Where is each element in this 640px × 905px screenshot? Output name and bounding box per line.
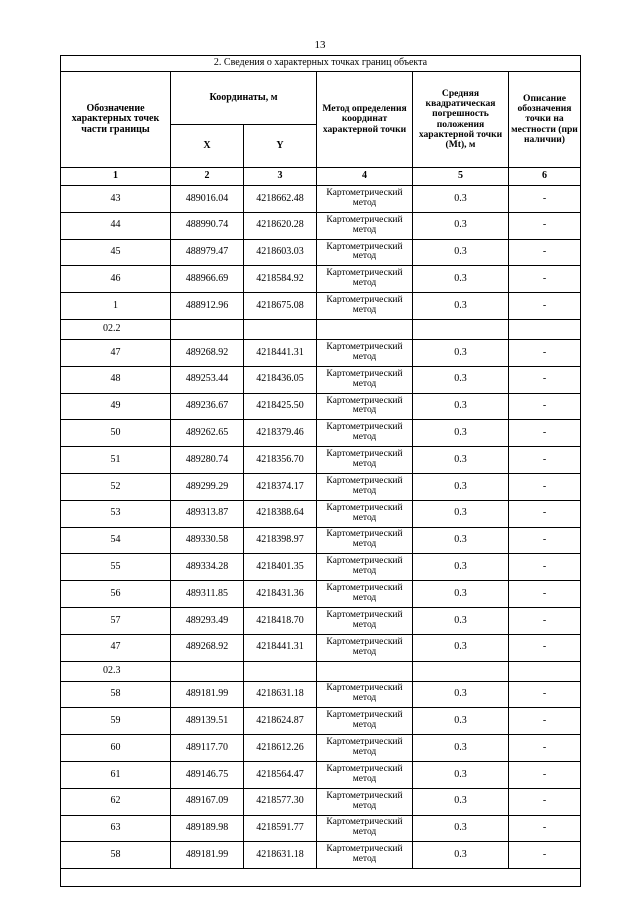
x-coordinate-cell: 488979.47 bbox=[171, 239, 244, 266]
point-number-cell: 60 bbox=[61, 735, 171, 762]
x-coordinate-cell: 489181.99 bbox=[171, 842, 244, 869]
table-row bbox=[61, 447, 581, 474]
x-coordinate-cell: 489299.29 bbox=[171, 473, 244, 500]
y-coordinate-cell: 4218441.31 bbox=[244, 339, 317, 366]
method-cell: Картометрический метод bbox=[317, 393, 413, 420]
column-number: 2 bbox=[171, 168, 244, 186]
empty-cell bbox=[317, 661, 413, 681]
x-coordinate-cell: 489253.44 bbox=[171, 366, 244, 393]
header-x: X bbox=[171, 125, 244, 168]
y-coordinate-cell: 4218631.18 bbox=[244, 842, 317, 869]
point-number-cell: 56 bbox=[61, 581, 171, 608]
method-cell: Картометрический метод bbox=[317, 681, 413, 708]
method-cell: Картометрический метод bbox=[317, 815, 413, 842]
y-coordinate-cell: 4218631.18 bbox=[244, 681, 317, 708]
table-row bbox=[61, 634, 581, 661]
column-number: 5 bbox=[413, 168, 509, 186]
section-row bbox=[61, 319, 581, 339]
table-row bbox=[61, 293, 581, 320]
y-coordinate-cell: 4218379.46 bbox=[244, 420, 317, 447]
table-row bbox=[61, 420, 581, 447]
method-cell: Картометрический метод bbox=[317, 581, 413, 608]
column-number: 6 bbox=[509, 168, 581, 186]
table-row bbox=[61, 761, 581, 788]
error-cell: 0.3 bbox=[413, 447, 509, 474]
y-coordinate-cell: 4218624.87 bbox=[244, 708, 317, 735]
method-cell: Картометрический метод bbox=[317, 842, 413, 869]
y-coordinate-cell: 4218620.28 bbox=[244, 212, 317, 239]
table-row bbox=[61, 842, 581, 869]
description-cell: - bbox=[509, 239, 581, 266]
table-row bbox=[61, 735, 581, 762]
boundary-points-table bbox=[60, 55, 581, 887]
description-cell: - bbox=[509, 607, 581, 634]
description-cell: - bbox=[509, 266, 581, 293]
method-cell: Картометрический метод bbox=[317, 366, 413, 393]
table-title: 2. Сведения о характерных точках границ объекта bbox=[61, 56, 581, 72]
table-row bbox=[61, 366, 581, 393]
error-cell: 0.3 bbox=[413, 339, 509, 366]
page-number: 13 bbox=[314, 39, 326, 51]
y-coordinate-cell: 4218591.77 bbox=[244, 815, 317, 842]
method-cell: Картометрический метод bbox=[317, 293, 413, 320]
point-number-cell: 47 bbox=[61, 339, 171, 366]
x-coordinate-cell: 489330.58 bbox=[171, 527, 244, 554]
description-cell: - bbox=[509, 788, 581, 815]
y-coordinate-cell: 4218388.64 bbox=[244, 500, 317, 527]
y-coordinate-cell: 4218436.05 bbox=[244, 366, 317, 393]
header-y: Y bbox=[244, 125, 317, 168]
x-coordinate-cell: 489181.99 bbox=[171, 681, 244, 708]
description-cell: - bbox=[509, 527, 581, 554]
error-cell: 0.3 bbox=[413, 842, 509, 869]
method-cell: Картометрический метод bbox=[317, 473, 413, 500]
y-coordinate-cell: 4218431.36 bbox=[244, 581, 317, 608]
description-cell: - bbox=[509, 339, 581, 366]
description-cell: - bbox=[509, 681, 581, 708]
x-coordinate-cell: 489334.28 bbox=[171, 554, 244, 581]
error-cell: 0.3 bbox=[413, 239, 509, 266]
empty-cell bbox=[509, 319, 581, 339]
point-number-cell: 62 bbox=[61, 788, 171, 815]
error-cell: 0.3 bbox=[413, 266, 509, 293]
y-coordinate-cell: 4218356.70 bbox=[244, 447, 317, 474]
y-coordinate-cell: 4218584.92 bbox=[244, 266, 317, 293]
header-coordinates: Координаты, м bbox=[171, 72, 317, 125]
description-cell: - bbox=[509, 708, 581, 735]
y-coordinate-cell: 4218564.47 bbox=[244, 761, 317, 788]
x-coordinate-cell: 488990.74 bbox=[171, 212, 244, 239]
error-cell: 0.3 bbox=[413, 500, 509, 527]
x-coordinate-cell: 489236.67 bbox=[171, 393, 244, 420]
error-cell: 0.3 bbox=[413, 581, 509, 608]
x-coordinate-cell: 489189.98 bbox=[171, 815, 244, 842]
y-coordinate-cell: 4218577.30 bbox=[244, 788, 317, 815]
column-number: 3 bbox=[244, 168, 317, 186]
error-cell: 0.3 bbox=[413, 393, 509, 420]
description-cell: - bbox=[509, 447, 581, 474]
x-coordinate-cell: 489016.04 bbox=[171, 186, 244, 213]
y-coordinate-cell: 4218662.48 bbox=[244, 186, 317, 213]
point-number-cell: 55 bbox=[61, 554, 171, 581]
y-coordinate-cell: 4218418.70 bbox=[244, 607, 317, 634]
table-row bbox=[61, 527, 581, 554]
header-error: Средняя квадратическая погрешность положения характерной точки (Mt), м bbox=[413, 72, 509, 168]
empty-cell bbox=[171, 661, 244, 681]
method-cell: Картометрический метод bbox=[317, 500, 413, 527]
table-row bbox=[61, 681, 581, 708]
y-coordinate-cell: 4218425.50 bbox=[244, 393, 317, 420]
y-coordinate-cell: 4218398.97 bbox=[244, 527, 317, 554]
method-cell: Картометрический метод bbox=[317, 708, 413, 735]
table-row bbox=[61, 473, 581, 500]
x-coordinate-cell: 489293.49 bbox=[171, 607, 244, 634]
x-coordinate-cell: 489268.92 bbox=[171, 339, 244, 366]
blank-row bbox=[61, 869, 581, 887]
y-coordinate-cell: 4218374.17 bbox=[244, 473, 317, 500]
method-cell: Картометрический метод bbox=[317, 554, 413, 581]
x-coordinate-cell: 489280.74 bbox=[171, 447, 244, 474]
section-label: 02.2 bbox=[61, 319, 171, 339]
x-coordinate-cell: 489262.65 bbox=[171, 420, 244, 447]
point-number-cell: 58 bbox=[61, 681, 171, 708]
table-row bbox=[61, 607, 581, 634]
header-designation: Обозначение характерных точек части границы bbox=[61, 72, 171, 168]
point-number-cell: 61 bbox=[61, 761, 171, 788]
table-row bbox=[61, 266, 581, 293]
error-cell: 0.3 bbox=[413, 212, 509, 239]
description-cell: - bbox=[509, 393, 581, 420]
table-row bbox=[61, 212, 581, 239]
description-cell: - bbox=[509, 815, 581, 842]
method-cell: Картометрический метод bbox=[317, 420, 413, 447]
method-cell: Картометрический метод bbox=[317, 634, 413, 661]
description-cell: - bbox=[509, 634, 581, 661]
point-number-cell: 50 bbox=[61, 420, 171, 447]
error-cell: 0.3 bbox=[413, 708, 509, 735]
y-coordinate-cell: 4218675.08 bbox=[244, 293, 317, 320]
point-number-cell: 51 bbox=[61, 447, 171, 474]
point-number-cell: 63 bbox=[61, 815, 171, 842]
point-number-cell: 47 bbox=[61, 634, 171, 661]
table-row bbox=[61, 708, 581, 735]
table-row bbox=[61, 339, 581, 366]
error-cell: 0.3 bbox=[413, 607, 509, 634]
point-number-cell: 54 bbox=[61, 527, 171, 554]
section-row bbox=[61, 661, 581, 681]
method-cell: Картометрический метод bbox=[317, 339, 413, 366]
table-row bbox=[61, 186, 581, 213]
method-cell: Картометрический метод bbox=[317, 527, 413, 554]
method-cell: Картометрический метод bbox=[317, 788, 413, 815]
empty-cell bbox=[317, 319, 413, 339]
error-cell: 0.3 bbox=[413, 761, 509, 788]
description-cell: - bbox=[509, 735, 581, 762]
point-number-cell: 1 bbox=[61, 293, 171, 320]
x-coordinate-cell: 489313.87 bbox=[171, 500, 244, 527]
description-cell: - bbox=[509, 842, 581, 869]
table-row bbox=[61, 393, 581, 420]
point-number-cell: 53 bbox=[61, 500, 171, 527]
empty-cell bbox=[244, 661, 317, 681]
empty-cell bbox=[171, 319, 244, 339]
empty-cell bbox=[413, 319, 509, 339]
description-cell: - bbox=[509, 761, 581, 788]
table-row bbox=[61, 581, 581, 608]
x-coordinate-cell: 489268.92 bbox=[171, 634, 244, 661]
description-cell: - bbox=[509, 420, 581, 447]
table-row bbox=[61, 788, 581, 815]
description-cell: - bbox=[509, 554, 581, 581]
x-coordinate-cell: 488912.96 bbox=[171, 293, 244, 320]
x-coordinate-cell: 489167.09 bbox=[171, 788, 244, 815]
description-cell: - bbox=[509, 293, 581, 320]
empty-cell bbox=[509, 661, 581, 681]
description-cell: - bbox=[509, 366, 581, 393]
table-body bbox=[61, 186, 581, 887]
description-cell: - bbox=[509, 212, 581, 239]
error-cell: 0.3 bbox=[413, 366, 509, 393]
header-method: Метод определения координат характерной точки bbox=[317, 72, 413, 168]
column-number: 1 bbox=[61, 168, 171, 186]
error-cell: 0.3 bbox=[413, 554, 509, 581]
error-cell: 0.3 bbox=[413, 293, 509, 320]
table-row bbox=[61, 554, 581, 581]
error-cell: 0.3 bbox=[413, 815, 509, 842]
description-cell: - bbox=[509, 186, 581, 213]
error-cell: 0.3 bbox=[413, 186, 509, 213]
point-number-cell: 52 bbox=[61, 473, 171, 500]
column-number: 4 bbox=[317, 168, 413, 186]
y-coordinate-cell: 4218441.31 bbox=[244, 634, 317, 661]
point-number-cell: 48 bbox=[61, 366, 171, 393]
point-number-cell: 59 bbox=[61, 708, 171, 735]
x-coordinate-cell: 489146.75 bbox=[171, 761, 244, 788]
x-coordinate-cell: 489117.70 bbox=[171, 735, 244, 762]
description-cell: - bbox=[509, 581, 581, 608]
error-cell: 0.3 bbox=[413, 527, 509, 554]
section-label: 02.3 bbox=[61, 661, 171, 681]
method-cell: Картометрический метод bbox=[317, 239, 413, 266]
description-cell: - bbox=[509, 473, 581, 500]
y-coordinate-cell: 4218401.35 bbox=[244, 554, 317, 581]
y-coordinate-cell: 4218612.26 bbox=[244, 735, 317, 762]
error-cell: 0.3 bbox=[413, 473, 509, 500]
empty-cell bbox=[413, 661, 509, 681]
point-number-cell: 57 bbox=[61, 607, 171, 634]
error-cell: 0.3 bbox=[413, 735, 509, 762]
point-number-cell: 46 bbox=[61, 266, 171, 293]
table-row bbox=[61, 239, 581, 266]
method-cell: Картометрический метод bbox=[317, 607, 413, 634]
error-cell: 0.3 bbox=[413, 420, 509, 447]
empty-cell bbox=[244, 319, 317, 339]
method-cell: Картометрический метод bbox=[317, 735, 413, 762]
x-coordinate-cell: 489139.51 bbox=[171, 708, 244, 735]
point-number-cell: 45 bbox=[61, 239, 171, 266]
point-number-cell: 49 bbox=[61, 393, 171, 420]
error-cell: 0.3 bbox=[413, 634, 509, 661]
x-coordinate-cell: 488966.69 bbox=[171, 266, 244, 293]
point-number-cell: 58 bbox=[61, 842, 171, 869]
error-cell: 0.3 bbox=[413, 681, 509, 708]
method-cell: Картометрический метод bbox=[317, 266, 413, 293]
y-coordinate-cell: 4218603.03 bbox=[244, 239, 317, 266]
x-coordinate-cell: 489311.85 bbox=[171, 581, 244, 608]
point-number-cell: 43 bbox=[61, 186, 171, 213]
method-cell: Картометрический метод bbox=[317, 212, 413, 239]
method-cell: Картометрический метод bbox=[317, 447, 413, 474]
header-description: Описание обозначения точки на местности (при наличии) bbox=[509, 72, 581, 168]
empty-cell bbox=[61, 869, 581, 887]
error-cell: 0.3 bbox=[413, 788, 509, 815]
description-cell: - bbox=[509, 500, 581, 527]
method-cell: Картометрический метод bbox=[317, 186, 413, 213]
point-number-cell: 44 bbox=[61, 212, 171, 239]
method-cell: Картометрический метод bbox=[317, 761, 413, 788]
table-row bbox=[61, 500, 581, 527]
table-row bbox=[61, 815, 581, 842]
